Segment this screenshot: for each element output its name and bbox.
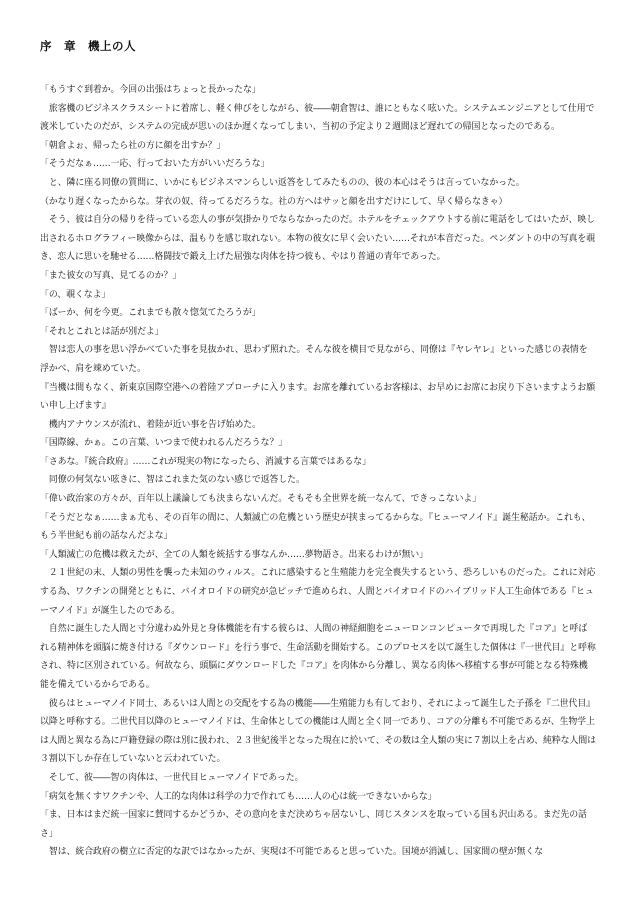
dialogue-paragraph: 「国際線、かぁ。この言葉、いつまで使われるんだろうな？」 bbox=[40, 438, 288, 449]
narration-paragraph: 自然に誕生した人間と寸分違わぬ外見と身体機能を有する彼らは、人間の神経細胞をニューロンコンピュータで再現した『コア』と呼ばれる精神体を頭脳に焼き付ける『ダウンロード』を行う事で、生命活動を開始する。このプロセスを以て誕生した個体は『一世代目』と呼称され、特に区別されている。何故なら、頭脳にダウンロードした『コア』を肉体から分離し、異なる肉体へ移植する事が可能となる特殊機能を備えているからである。 bbox=[40, 624, 596, 690]
dialogue-paragraph: 「また彼女の写真、見てるのか？」 bbox=[40, 270, 182, 281]
narration-paragraph: と、隣に座る同僚の質問に、いかにもビジネスマンらしい返答をしてみたものの、彼の本心はそうは言っていなかった。 bbox=[48, 177, 525, 188]
dialogue-paragraph: 「それとこれとは話が別だよ」 bbox=[40, 326, 164, 337]
narration-paragraph: 機内アナウンスが流れ、着陸が近い事を告げ始めた。 bbox=[48, 419, 261, 430]
dialogue-paragraph: 「朝倉よぉ、帰ったら社の方に顔を出すか？」 bbox=[40, 140, 226, 151]
narration-paragraph: 彼らはヒューマノイド同士、あるいは人間との交配をする為の機能――生殖能力も有しており、それによって誕生した子孫を『二世代目』以降と呼称する。二世代目以降のヒューマノイドは、生命体としての機能は人間と全く同一であり、コアの分離も不可能であるが、生物学上は人間と異なる為に戸籍登録の際は別に扱われ、２３世紀後半となった現在に於いて、その数は全人類の実に７割以上を占め、純粋な人間は３割以下しか存在していないと云われていた。 bbox=[40, 698, 596, 765]
narration-paragraph: 智は、統合政府の樹立に否定的な訳ではなかったが、実現は不可能であると思っていた。国境が消滅し、国家間の壁が無くな bbox=[48, 847, 544, 858]
dialogue-paragraph: 「もうすぐ到着か。今回の出張はちょっと長かったな」 bbox=[40, 85, 261, 95]
dialogue-paragraph: 「そうだなぁ……一応、行っておいた方がいいだろうな」 bbox=[40, 159, 270, 170]
dialogue-paragraph: 「病気を無くすワクチンや、人工的な肉体は科学の力で作れても……人の心は統一できないからな」 bbox=[40, 791, 437, 802]
narration-paragraph: 同僚の何気ない呟きに、智はこれまた気のない感じで返答した。 bbox=[48, 475, 305, 486]
dialogue-paragraph: 「ばーか、何を今更。これまでも散々惚気てたろうが」 bbox=[40, 308, 261, 319]
dialogue-paragraph: 「さあな。『統合政府』……これが現実の物になったら、消滅する言葉ではあるな」 bbox=[40, 456, 371, 467]
body-text bbox=[40, 81, 596, 862]
dialogue-paragraph: 「人類滅亡の危機は救えたが、全ての人類を統括する事なんか……夢物語さ。出来るわけが無い」 bbox=[40, 549, 428, 560]
dialogue-paragraph: 『当機は間もなく、新東京国際空港への着陸アプローチに入ります。お席を離れているお客様は、お早めにお席にお戻り下さいますようお願い申し上げます』 bbox=[40, 382, 596, 412]
dialogue-paragraph: 「そうだとなぁ……まぁ尤も、その百年の間に、人類滅亡の危機という歴史が挟まってるからな。『ヒューマノイド』誕生秘話か。これも、もう半世紀も前の話なんだよな」 bbox=[40, 512, 591, 542]
dialogue-paragraph: 「偉い政治家の方々が、百年以上議論しても決まらないんだ。そもそも全世界を統一なんて、できっこないよ」 bbox=[40, 494, 482, 505]
narration-paragraph: そう、彼は自分の帰りを待っている恋人の事が気掛かりでならなかったのだ。ホテルをチェックアウトする前に電話をしてはいたが、映し出されるホログラフィー映像からは、温もりを感じ取れない。本物の彼女に早く会いたい……それが本音だった。ペンダントの中の写真を覗き、恋人に思いを馳せる……格闘技で鍛え上げた屈強な肉体を持つ彼も、やはり普通の青年であった。 bbox=[40, 215, 596, 263]
dialogue-paragraph: 「の、覗くなよ」 bbox=[40, 289, 111, 300]
chapter-title: 序 章 機上の人 bbox=[40, 39, 136, 53]
dialogue-paragraph: 「ま、日本はまだ統一国家に賛同するかどうか、その意向をまだ決めちゃ居ないし、同じスタンスを取っている国も沢山ある。まだ先の話さ」 bbox=[40, 810, 587, 839]
narration-paragraph: ２１世紀の末、人類の男性を襲った未知のウィルス。これに感染すると生殖能力を完全喪失するという、恐ろしいものだった。これに対応する為、ワクチンの開発とともに、バイオロイドの研究が急ピッチで進められ、人間とバイオロイドのハイブリッド人工生命体である『ヒューマノイド』が誕生したのである。 bbox=[40, 568, 596, 616]
narration-paragraph: 旅客機のビジネスクラスシートに着席し、軽く伸びをしながら、彼――朝倉智は、誰にともなく呟いた。システムエンジニアとして仕用で渡米していたのだが、システムの完成が思いのほか遅くなってしまい、当初の予定より２週間ほど遅れての帰国となったのである。 bbox=[40, 103, 595, 133]
dialogue-paragraph: （かなり遅くなったからな。芽衣の奴、待ってるだろうな。社の方へはサッと顔を出すだけにして、早く帰らなきゃ） bbox=[40, 196, 508, 207]
narration-paragraph: 智は恋人の事を思い浮かべていた事を見抜かれ、思わず照れた。そんな彼を横目で見ながら、同僚は『ヤレヤレ』といった感じの表情を浮かべ、肩を竦めていた。 bbox=[40, 345, 588, 374]
narration-paragraph: そして、彼――智の肉体は、一世代目ヒューマノイドであった。 bbox=[48, 772, 304, 783]
